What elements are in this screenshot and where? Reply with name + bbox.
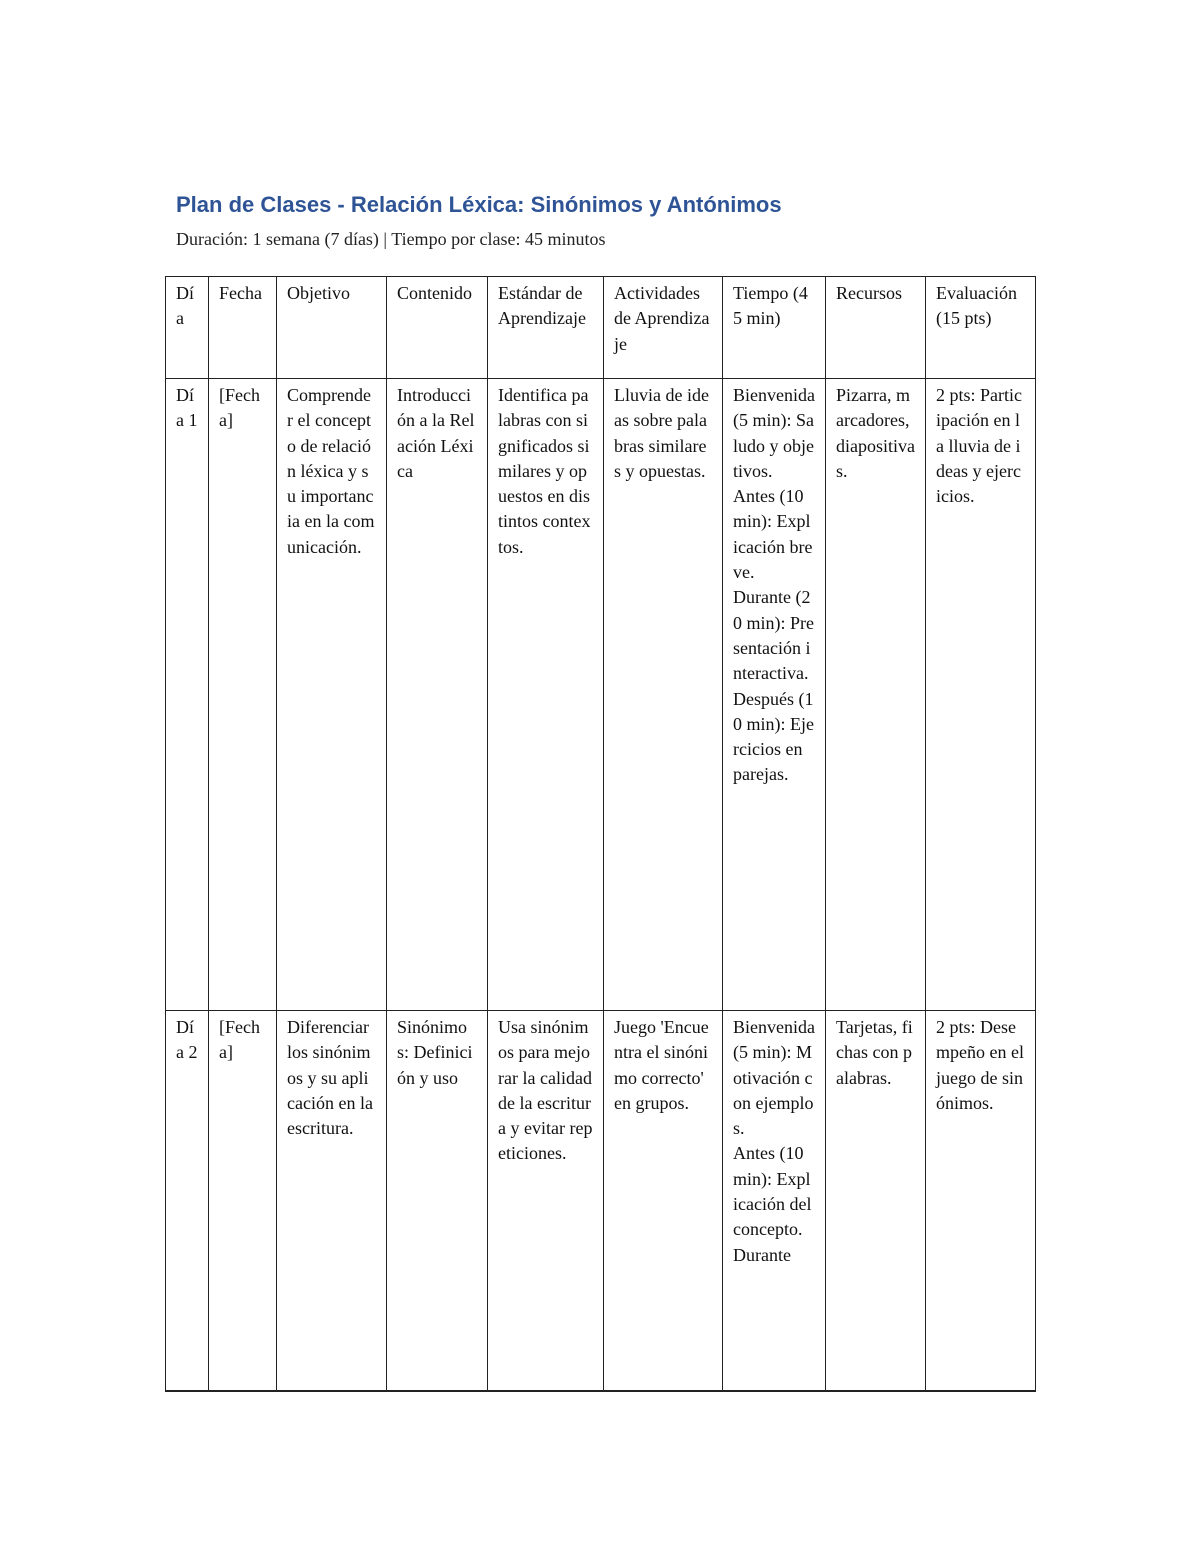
- lesson-duration: Duración: 1 semana (7 días) | Tiempo por clase: 45 minutos: [176, 229, 606, 249]
- cell-tiempo: Bienvenida (5 min): Saludo y objetivos. Antes (10 min): Explicación breve. Durante (20 min): Presentación interactiva. Después (10 min): Ejercicios en parejas.: [723, 379, 826, 1011]
- cell-estandar: Usa sinónimos para mejorar la calidad de la escritura y evitar repeticiones.: [488, 1011, 604, 1391]
- cell-recursos: Pizarra, marcadores, diapositivas.: [826, 379, 926, 1011]
- header-cell-actividades: Actividades de Aprendizaje: [604, 277, 723, 379]
- table-header-row: [166, 277, 1036, 379]
- cell-evaluacion: 2 pts: Desempeño en el juego de sinónimos.: [926, 1011, 1036, 1391]
- cell-estandar: Identifica palabras con significados similares y opuestos en distintos contextos.: [488, 379, 604, 1011]
- cell-fecha: [Fecha]: [209, 379, 277, 1011]
- cell-actividades: Lluvia de ideas sobre palabras similares y opuestas.: [604, 379, 723, 1011]
- header-cell-estandar: Estándar de Aprendizaje: [488, 277, 604, 379]
- cell-evaluacion: 2 pts: Participación en la lluvia de ideas y ejercicios.: [926, 379, 1036, 1011]
- header-cell-objetivo: Objetivo: [277, 277, 387, 379]
- header-cell-recursos: Recursos: [826, 277, 926, 379]
- cell-recursos: Tarjetas, fichas con palabras.: [826, 1011, 926, 1391]
- cell-objetivo: Comprender el concepto de relación léxica y su importancia en la comunicación.: [277, 379, 387, 1011]
- cell-contenido: Sinónimos: Definición y uso: [387, 1011, 488, 1391]
- cell-objetivo: Diferenciar los sinónimos y su aplicación en la escritura.: [277, 1011, 387, 1391]
- header-cell-dia: Día: [166, 277, 209, 379]
- header-cell-contenido: Contenido: [387, 277, 488, 379]
- cell-tiempo: Bienvenida (5 min): Motivación con ejemplos. Antes (10 min): Explicación del concepto. Durante: [723, 1011, 826, 1391]
- header-cell-fecha: Fecha: [209, 277, 277, 379]
- cell-dia: Día 2: [166, 1011, 209, 1391]
- header-cell-evaluacion: Evaluación (15 pts): [926, 277, 1036, 379]
- cell-fecha: [Fecha]: [209, 1011, 277, 1391]
- page-title: Plan de Clases - Relación Léxica: Sinónimos y Antónimos: [176, 192, 782, 217]
- table-row: [166, 1011, 1036, 1391]
- lesson-plan-table: [165, 276, 1036, 1392]
- cell-contenido: Introducción a la Relación Léxica: [387, 379, 488, 1011]
- cell-actividades: Juego 'Encuentra el sinónimo correcto' en grupos.: [604, 1011, 723, 1391]
- table-row: [166, 379, 1036, 1011]
- header-cell-tiempo: Tiempo (45 min): [723, 277, 826, 379]
- cell-dia: Día 1: [166, 379, 209, 1011]
